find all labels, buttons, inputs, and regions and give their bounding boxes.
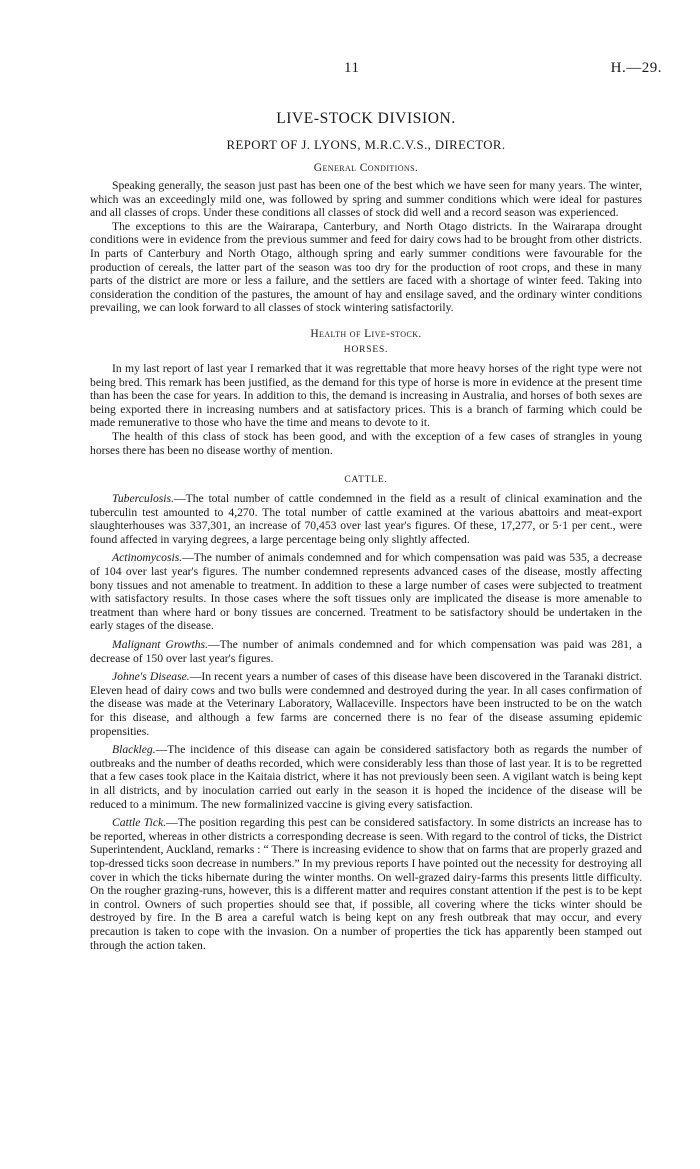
malignant-growths-lead: Malignant Growths. [112,638,208,652]
horses-paragraph: The health of this class of stock has been good, and with the exception of a few cases of strangles in young horses there has been no disease worthy of mention. [90,429,642,457]
cattle-tick-paragraph [90,816,642,952]
malignant-growths-paragraph [90,638,642,665]
blackleg-lead: Blackleg. [112,743,156,757]
tuberculosis-text: —The total number of cattle condemned in the field as a result of clinical examination and the tuberculin test amounted to 4,270. The total number of cattle examined at the various abattoirs and meat-export slaughterhouses was 337,301, an increase of 70,453 over last year's figures. Of these, 17,277, or 5·1 per cent., were found affected in varying degrees, a large percentage being only slightly affected. [90,492,642,546]
horses-paragraph: In my last report of last year I remarked that it was regrettable that more heavy horses of the right type were not being bred. This remark has been justified, as the demand for this type of horse is more in evidence at the present time than has been the case for years. In addition to this, the demand is increasing in Australia, and horses of both sexes are being exported there in increasing numbers and at satisfactory prices. This is a branch of farming which could be made remunerative to those who have the time and means to devote to it. [90,361,642,430]
general-conditions-heading: General Conditions. [313,162,419,174]
actinomycosis-text: —The number of animals condemned and for which compensation was paid was 535, a decrease of 104 over last year's figures. The number condemned represents advanced cases of the disease, mostly affecting bony tissues and not amenable to treatment. In addition to these a large number of cases were subjected to treatment with satisfactory results. In those cases where the soft tissues only are implicated the disease is more amenable to treatment than where hard or bony tissues are concerned. Treatment to be satisfactory should be undertaken in the early stages of the disease. [90,551,642,633]
johnes-disease-lead: Johne's Disease. [112,670,190,684]
malignant-growths-text: —The number of animals condemned and for which compensation was paid was 281, a decrease of 150 over last year's figures. [90,638,642,665]
johnes-disease-paragraph [90,670,642,738]
report-author-line: REPORT OF J. LYONS, M.R.C.V.S., DIRECTOR. [226,138,506,152]
horses-subheading: HORSES. [343,344,389,355]
report-body [90,110,642,952]
page-number: 11 [344,60,360,76]
general-conditions-paragraph: Speaking generally, the season just past has been one of the best which we have seen for many years. The winter, which was an exceedingly mild one, was followed by spring and summer conditions which were ideal for pastures and all classes of crops. Under these conditions all classes of stock did well and a record season was experienced. [90,179,642,220]
general-conditions-paragraph: The exceptions to this are the Wairarapa, Canterbury, and North Otago districts. In the Wairarapa drought conditions were in evidence from the previous summer and feed for dairy cows had to be brought from other districts. In parts of Canterbury and North Otago, although spring and early summer conditions were favourable for the production of cereals, the latter part of the season was too dry for the production of root crops, and these in many parts of the district are more or less a failure, and the settlers are faced with a shortage of winter feed. Taking into consideration the condition of the pastures, the amount of hay and ensilage saved, and the ordinary winter conditions prevailing, we can look forward to all classes of stock wintering satisfactorily. [90,219,642,315]
blackleg-text: —The incidence of this disease can again be considered satisfactory both as regards the number of outbreaks and the number of deaths recorded, which were considerably less than those of last year. It is to be regretted that a few cases took place in the Kaitaia district, where it has not previously been seen. A vigilant watch is being kept in all districts, and by inoculation carried out early in the season it is hoped the incidence of the disease will be reduced to a minimum. The new formalinized vaccine is giving every satisfaction. [90,743,642,811]
health-of-livestock-heading: Health of Live-stock. [310,327,422,340]
tuberculosis-lead: Tuberculosis. [112,492,174,506]
division-title: LIVE-STOCK DIVISION. [276,110,456,127]
actinomycosis-lead: Actinomycosis. [112,551,183,565]
cattle-subheading: CATTLE. [344,475,388,486]
cattle-tick-text: —The position regarding this pest can be considered satisfactory. In some districts an increase has to be reported, whereas in other districts a corresponding decrease is seen. With regard to the control of ticks, the District Superintendent, Auckland, remarks : “ There is increasing evidence to show that on farms that are properly grazed and top-dressed ticks soon decrease in numbers.” In my previous reports I have pointed out the necessity for destroying all cover in which the ticks hibernate during the winter months. On well-grazed dairy-farms this presents little difficulty. On the rougher grazing-runs, however, this is a different matter and requires constant attention if the pest is to be kept in control. Owners of such properties should see that, if possible, all covering where the ticks winter should be destroyed by fire. In the B area a careful watch is being kept on any fresh outbreak that may occur, and every precaution is taken to cope with the invasion. On a number of properties the tick has apparently been stamped out through the action taken. [90,816,642,952]
blackleg-paragraph [90,743,642,811]
cattle-tick-lead: Cattle Tick. [112,816,167,830]
tuberculosis-paragraph [90,492,642,546]
actinomycosis-paragraph [90,551,642,633]
document-reference: H.—29. [610,60,662,76]
johnes-disease-text: —In recent years a number of cases of this disease have been discovered in the Taranaki district. Eleven head of dairy cows and two bulls were condemned and destroyed during the year. In all cases confirmation of the disease was made at the Veterinary Laboratory, Wallaceville. Inspectors have been instructed to be on the watch for this disease, and although a few farms are concerned there is no fear of the disease assuming epidemic propensities. [90,670,642,738]
